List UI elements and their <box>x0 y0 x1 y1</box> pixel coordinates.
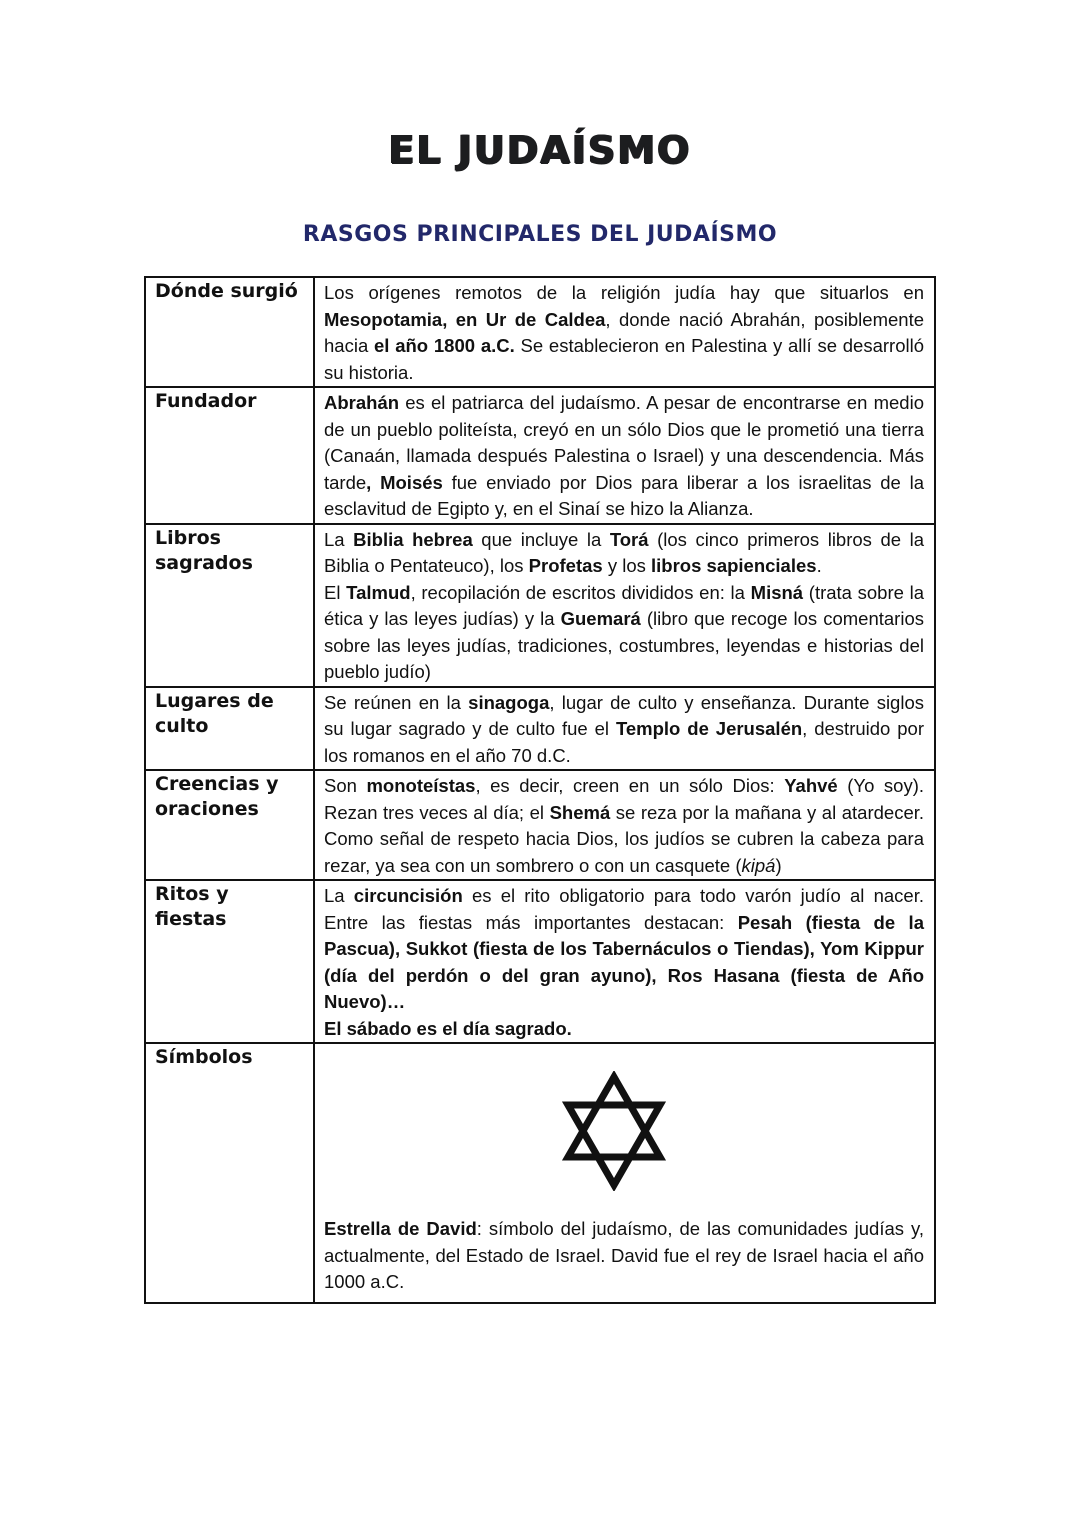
text-run: , es decir, creen en un sólo Dios: <box>475 775 785 796</box>
text-run: es el rito obligatorio para todo varón judío al nacer. Entre las fiestas más importantes destacan: <box>324 885 924 933</box>
text-run: , destruido por los romanos en el año 70 d.C. <box>324 718 924 766</box>
paragraph <box>324 580 924 686</box>
bold-text: libros sapienciales <box>651 555 817 576</box>
row-content <box>314 1043 935 1303</box>
row-content <box>314 770 935 880</box>
text-run: Se establecieron en Palestina y allí se desarrolló su historia. <box>324 335 924 383</box>
row-label: Libros sagrados <box>145 524 314 687</box>
table-row <box>145 387 935 524</box>
table-row <box>145 770 935 880</box>
text-run: y los <box>602 555 652 576</box>
text-run: (trata sobre la ética y las leyes judías) y la <box>324 581 925 629</box>
text-run: La <box>324 885 354 906</box>
bold-text: Torá <box>609 528 649 550</box>
text-run: Los orígenes remotos de la religión judía hay que situarlos en <box>324 282 924 303</box>
bold-text: sinagoga <box>468 691 550 713</box>
paragraph <box>324 883 924 1016</box>
bold-text: Mesopotamia, en Ur de Caldea <box>324 308 606 330</box>
row-label: Lugares de culto <box>145 687 314 771</box>
row-content <box>314 387 935 524</box>
text-run: , donde nació Abrahán, posiblemente hacia <box>324 308 924 356</box>
text-run: , lugar de culto y enseñanza. Durante siglos su lugar sagrado y de culto fue el <box>324 691 924 739</box>
text-run: ) <box>775 854 782 876</box>
bold-text: Templo de Jerusalén <box>615 718 803 739</box>
row-content <box>314 687 935 771</box>
text-run: (Yo soy). Rezan tres veces al día; el <box>324 775 924 823</box>
symbol-description <box>324 1216 924 1296</box>
row-label: Dónde surgió <box>145 277 314 387</box>
text-run: es el patriarca del judaísmo. A pesar de encontrarse en medio de un pueblo politeísta, creyó en un sólo Dios que le prometió una tierra (Canaán, llamada después Palestina o Israel) y una descendencia. Más tarde <box>324 392 924 493</box>
bold-text: Pesah (fiesta de la Pascua), Sukkot (fiesta de los Tabernáculos o Tiendas), Yom Kippur (día del perdón o del gran ayuno), Ros Hasana (fiesta de Año Nuevo)… <box>324 911 924 1012</box>
paragraph <box>324 773 924 879</box>
text-run: (los cinco primeros libros de la Biblia o Pentateuco), los <box>324 528 924 576</box>
row-content <box>314 524 935 687</box>
text-run: La <box>324 528 354 550</box>
bold-text: , Moisés <box>366 471 443 493</box>
features-table <box>144 276 936 1304</box>
table-row <box>145 687 935 771</box>
row-content <box>314 277 935 387</box>
row-content <box>314 880 935 1043</box>
row-label: Símbolos <box>145 1043 314 1303</box>
bold-text: Yahvé <box>784 775 838 796</box>
table-row <box>145 880 935 1043</box>
bold-text: El sábado es el día sagrado. <box>324 1017 572 1039</box>
paragraph <box>324 1216 924 1296</box>
bold-text: Talmud <box>346 581 411 603</box>
text-run: , recopilación de escritos divididos en: la <box>410 581 751 603</box>
bold-text: Guemará <box>560 608 641 629</box>
table-row <box>145 277 935 387</box>
text-run: se reza por la mañana y al atardecer. Como señal de respeto hacia Dios, los judíos se cubren la cabeza para rezar, ya sea con un sombrero o con un casquete ( <box>324 801 925 876</box>
text-run: Son <box>324 775 367 796</box>
text-run: (libro que recoge los comentarios sobre las leyes judías, tradiciones, costumbres, leyendas e historias del pueblo judío) <box>324 608 924 682</box>
row-label: Fundador <box>145 387 314 524</box>
bold-text: el año 1800 a.C. <box>374 335 515 356</box>
text-run: fue enviado por Dios para liberar a los israelitas de la esclavitud de Egipto y, en el Sinaí se hizo la Alianza. <box>324 471 924 519</box>
text-run: El <box>324 581 347 603</box>
bold-text: circuncisión <box>353 885 463 906</box>
bold-text: Shemá <box>549 801 611 823</box>
paragraph <box>324 1016 924 1043</box>
bold-text: Misná <box>750 581 804 603</box>
table-row <box>145 524 935 687</box>
text-run: : símbolo del judaísmo, de las comunidades judías y, actualmente, del Estado de Israel. David fue el rey de Israel hacia el año 1000 a.C. <box>324 1218 924 1292</box>
text-run: que incluye la <box>472 528 610 550</box>
bold-text: Profetas <box>528 555 603 576</box>
row-label: Creencias y oraciones <box>145 770 314 880</box>
bold-text: Biblia hebrea <box>353 528 473 550</box>
paragraph <box>324 390 924 523</box>
paragraph <box>324 690 924 770</box>
page-title: EL JUDAÍSMO <box>388 128 692 172</box>
text-run: Se reúnen en la <box>324 691 469 713</box>
bold-text: Estrella de David <box>324 1218 477 1239</box>
row-label: Ritos y fiestas <box>145 880 314 1043</box>
table-row <box>145 1043 935 1303</box>
paragraph <box>324 527 924 580</box>
star-of-david-icon <box>562 1071 666 1191</box>
text-run: . <box>816 555 822 576</box>
bold-text: Abrahán <box>324 392 400 413</box>
page-subtitle: RASGOS PRINCIPALES DEL JUDAÍSMO <box>302 222 778 247</box>
italic-text: kipá <box>741 854 776 876</box>
paragraph <box>324 280 924 386</box>
bold-text: monoteístas <box>366 775 476 796</box>
